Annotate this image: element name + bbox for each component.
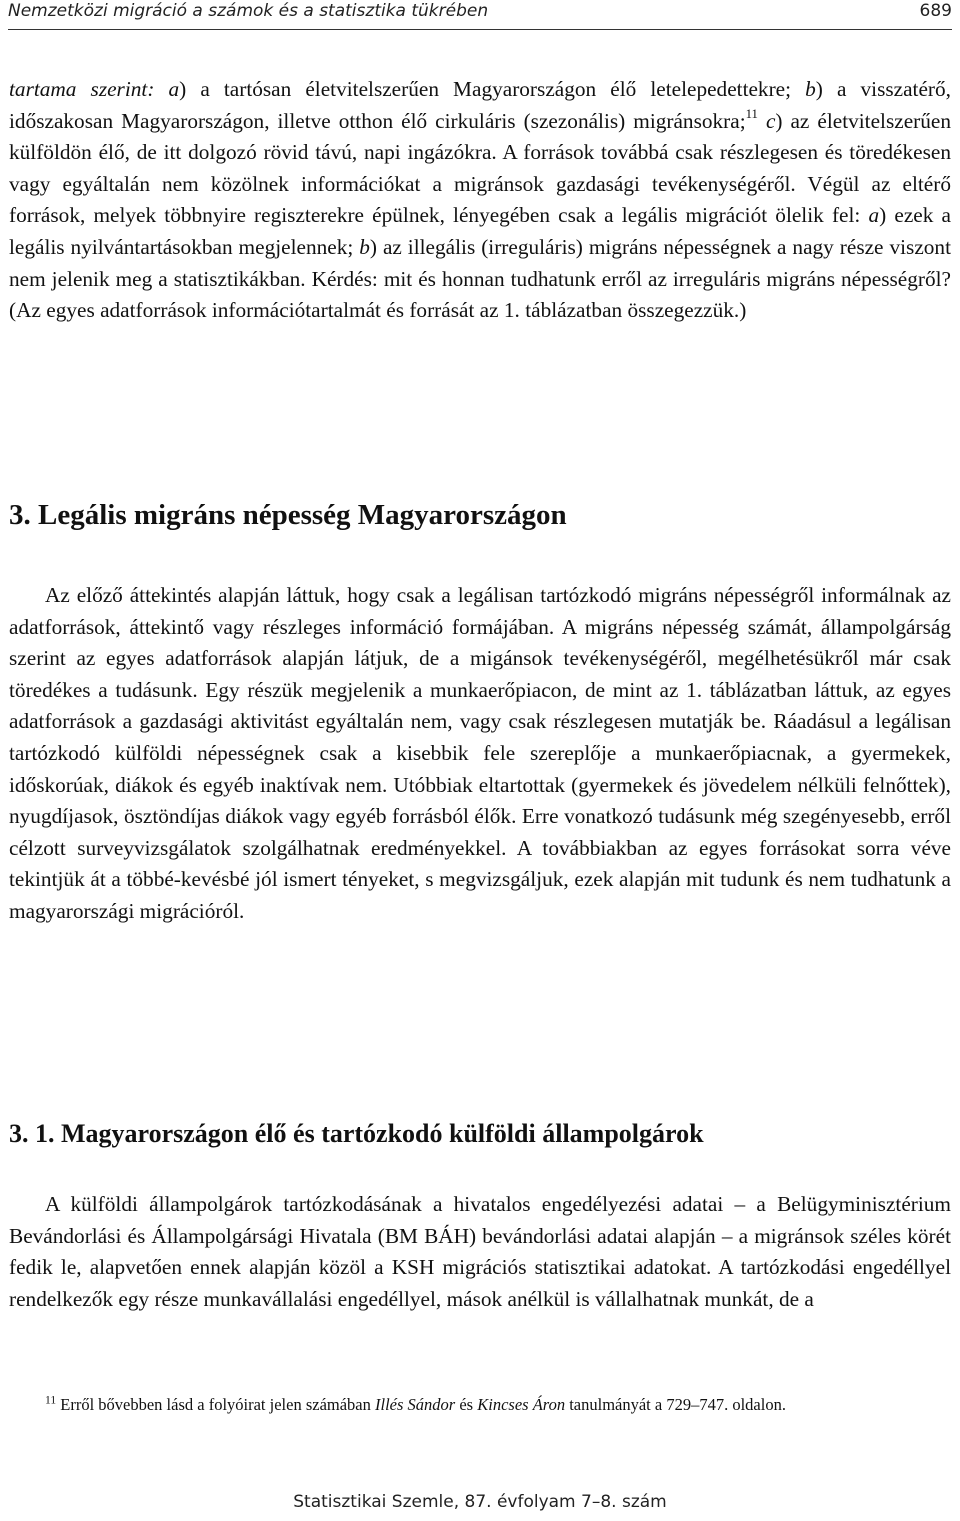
paragraph-legal-migrants: Az előző áttekintés alapján láttuk, hogy csak a legálisan tartózkodó migráns népességről informálnak az adatforrások, áttekintő vagy részleges információ formájában. A migráns népesség számát, állampolgárság szerint az egyes adatforrások alapján látjuk, de a migánsok tevékenységéről, megélhetésükről már csak töredékes a tudásunk. Egy részük megjelenik a munkaerőpiacon, de mint az 1. táblázatban láttuk, az egyes adatforrások a gazdasági aktivitást egyáltalán nem, vagy csak részlegesen mutatják be. Ráadásul a legálisan tartózkodó külföldi népességnek csak a kisebbik fele szereplője a munkaerőpiacnak, a gyermekek, időskorúak, diákok és egyéb inaktívak nem. Utóbbiak eltartottak (gyermekek és jövedelem nélküli felnőttek), nyugdíjasok, ösztöndíjas diákok vagy egyéb forrásból élők. Erre vonatkozó tudásunk még szegényesebb, erről célzott surveyvizsgálatok szolgálhatnak eredményekkel. A továbbiakban az egyes forrásokat sorra véve tekintjük át a többé-kevésbé jól ismert tényeket, s megvizsgáljuk, ezek alapján mit tudunk és nem tudhatunk a magyarországi migrációról. <box>9 583 951 923</box>
text-run: ) az életvitelszerűen külföldön élő, de itt dolgozó rövid távú, napi ingázókra. A források továbbá csak részlegesen és töredékesen vagy egyáltalán nem közölnek információkat a migránsok gazdasági tevékenységéről. Végül az eltérő források, melyek többnyire regiszterekre épülnek, lényegében csak a legális migrációt ölelik fel: <box>9 108 951 228</box>
text-run: ) a visszatérő, időszakosan Magyarországon, illetve otthon élő cirkuláris (szezonális) migránsokra; <box>9 77 951 133</box>
author-name: Kincses Áron <box>477 1395 566 1414</box>
text-run: ) az illegális (irreguláris) migráns népességnek a nagy része viszont nem jelenik meg a statisztikákban. Kérdés: mit és honnan tudhatunk erről az irreguláris migráns népességről? (Az egyes adatforrások információtartalmát és forrását az 1. táblázatban összegezzük.) <box>9 234 951 323</box>
text-run: és <box>455 1395 478 1414</box>
text-run: b <box>359 234 370 259</box>
text-run: tanulmányát a 729–747. oldalon. <box>565 1395 786 1414</box>
text-run: a <box>168 77 180 101</box>
section-heading-3: 3. Legális migráns népesség Magyarországon <box>9 499 567 531</box>
text-run: ) ezek a legális nyilvántartásokban megjelennek; <box>9 203 951 259</box>
text-run <box>758 109 766 133</box>
page-number: 689 <box>919 1 952 21</box>
running-footer: Statisztikai Szemle, 87. évfolyam 7–8. szám <box>293 1492 667 1512</box>
paragraph-foreign-citizens: A külföldi állampolgárok tartózkodásának a hivatalos engedélyezési adatai – a Belügyminisztérium Bevándorlási és Állampolgársági Hivatala (BM BÁH) bevándorlási adatai alapján – a migránsok széles körét fedik le, alapvetően ennek alapján közöl a KSH migrációs statisztikai adatokat. A tartózkodási engedéllyel rendelkezők egy része munkavállalási engedéllyel, mások anélkül is vállalhatnak munkát, de a <box>9 1192 951 1311</box>
header-rule <box>8 29 952 30</box>
text-run: ) a tartósan életvitelszerűen Magyarországon élő letelepedettekre; <box>179 77 806 101</box>
author-name: Illés Sándor <box>375 1395 456 1414</box>
text-run: a <box>868 203 880 228</box>
text-run: b <box>805 77 816 101</box>
section-heading-3-1: 3. 1. Magyarországon élő és tartózkodó külföldi állampolgárok <box>9 1119 704 1148</box>
journal-section-title: Nemzetközi migráció a számok és a statisztika tükrében <box>8 1 489 21</box>
running-header <box>8 0 952 30</box>
footnote-ref-11: 11 <box>745 106 758 121</box>
footnote-marker: 11 <box>45 1394 57 1407</box>
text-run: c <box>765 108 776 133</box>
text-run: tartama szerint: <box>9 77 169 101</box>
paragraph-migration-sources <box>9 74 951 327</box>
text-run: Erről bővebben lásd a folyóirat jelen számában <box>56 1395 376 1414</box>
footnote-11 <box>9 1392 951 1417</box>
